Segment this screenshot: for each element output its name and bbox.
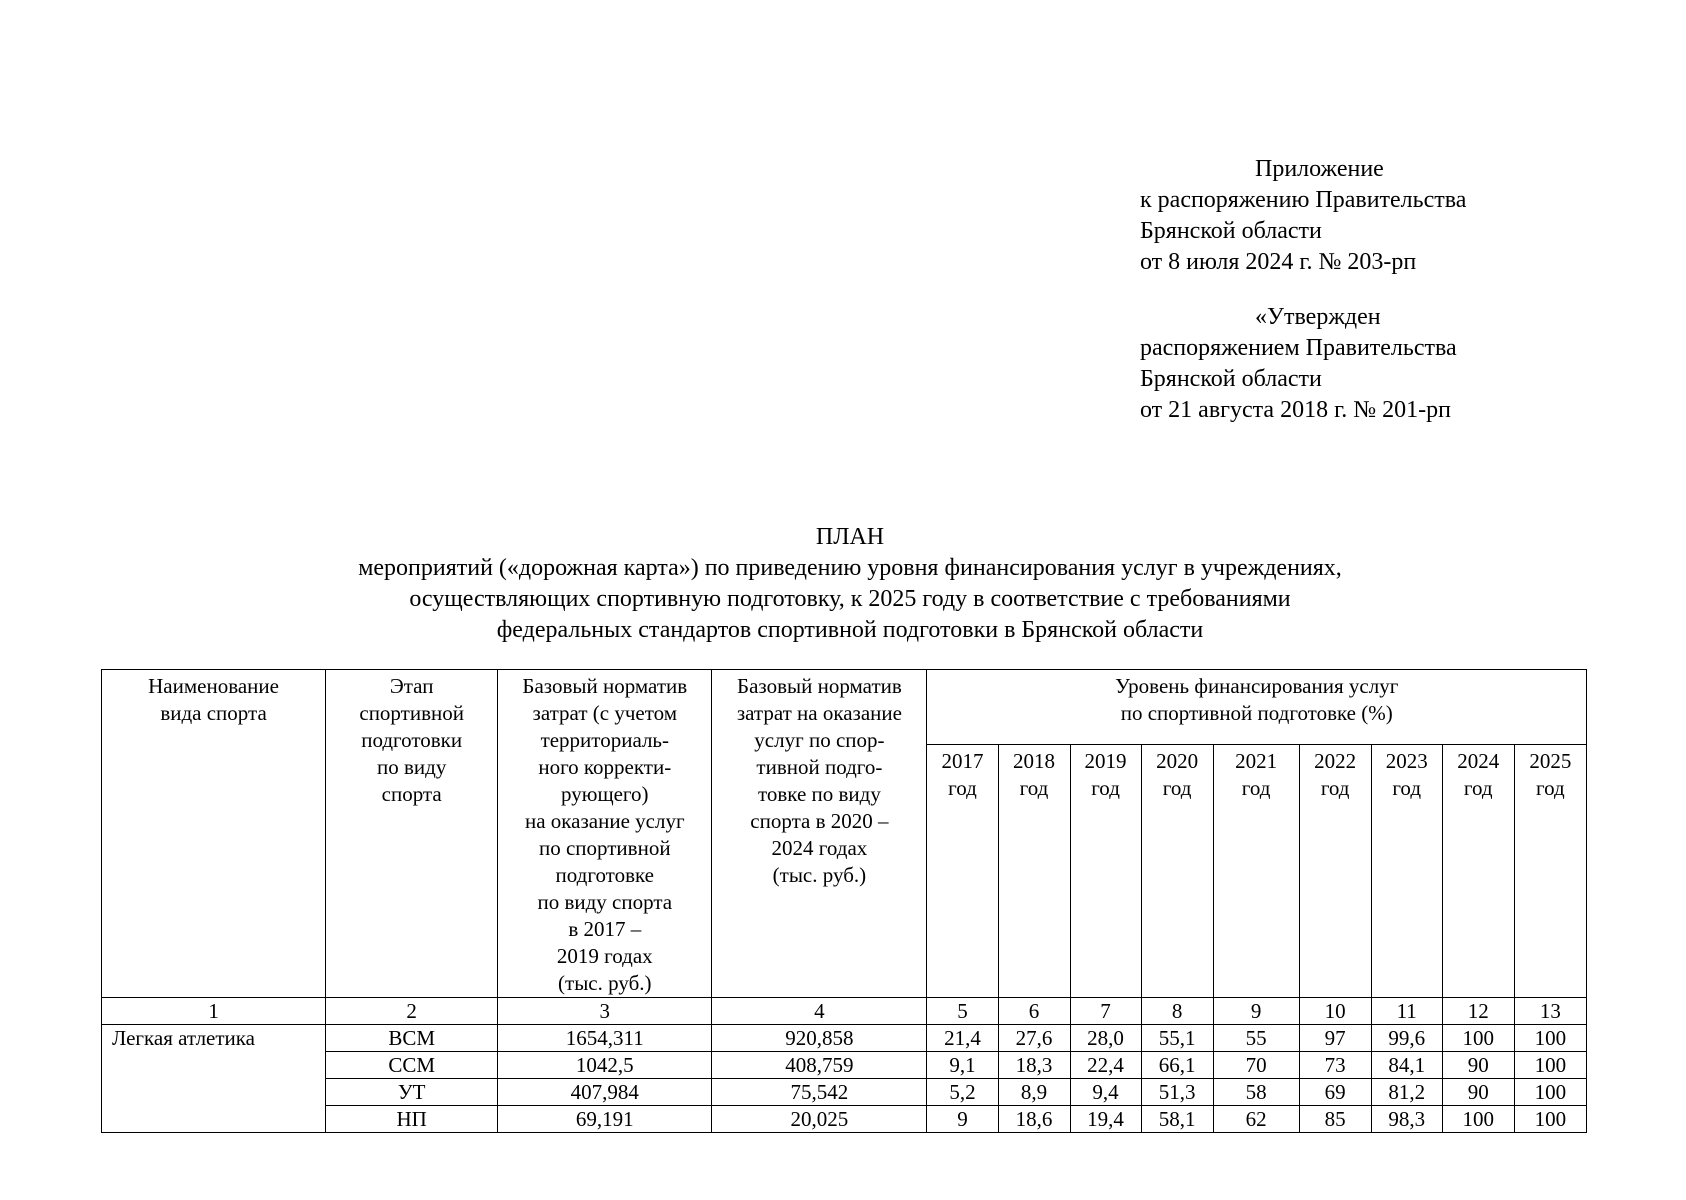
level-cell: 27,6 (998, 1025, 1070, 1052)
appendix-line: от 8 июля 2024 г. № 203-рп (1140, 249, 1417, 275)
title-line: осуществляющих спортивную подготовку, к 2025 году в соответствие с требованиями (409, 586, 1291, 612)
level-cell: 99,6 (1371, 1025, 1442, 1052)
header-year: 2021 год (1213, 745, 1299, 998)
level-cell: 9,1 (927, 1052, 998, 1079)
level-cell: 55 (1213, 1025, 1299, 1052)
level-cell: 100 (1514, 1052, 1586, 1079)
level-cell: 100 (1514, 1106, 1586, 1133)
appendix-line: к распоряжению Правительства (1140, 187, 1467, 213)
title-line: федеральных стандартов спортивной подготовки в Брянской области (496, 617, 1204, 643)
column-number-row (102, 998, 1587, 1025)
stage-cell: УТ (326, 1079, 498, 1106)
level-cell: 97 (1299, 1025, 1371, 1052)
stage-cell: ВСМ (326, 1025, 498, 1052)
column-number: 12 (1442, 998, 1514, 1025)
appendix-block (1140, 154, 1466, 278)
header-base-2020-2024: Базовый норматив затрат на оказание услуг по спор- тивной подго- товке по виду спорта в 2020 – 2024 годах (тыс. руб.) (712, 670, 927, 998)
header-base-2017-2019: Базовый норматив затрат (с учетом территориаль- ного корректи- рующего) на оказание услуг по спортивной подготовке по виду спорта в 2017 – 2019 годах (тыс. руб.) (498, 670, 712, 998)
level-cell: 100 (1514, 1025, 1586, 1052)
level-cell: 9 (927, 1106, 998, 1133)
base-2020-2024-cell: 408,759 (712, 1052, 927, 1079)
base-2017-2019-cell: 407,984 (498, 1079, 712, 1106)
level-cell: 58,1 (1141, 1106, 1213, 1133)
level-cell: 18,3 (998, 1052, 1070, 1079)
level-cell: 100 (1514, 1079, 1586, 1106)
sport-name: Легкая атлетика (102, 1025, 326, 1133)
column-number: 3 (498, 998, 712, 1025)
level-cell: 8,9 (998, 1079, 1070, 1106)
header-funding-level: Уровень финансирования услуг по спортивной подготовке (%) (927, 670, 1587, 745)
level-cell: 100 (1442, 1025, 1514, 1052)
column-number: 5 (927, 998, 998, 1025)
header-year: 2019 год (1070, 745, 1141, 998)
document-title (200, 522, 1500, 646)
column-number: 13 (1514, 998, 1586, 1025)
header-year: 2020 год (1141, 745, 1213, 998)
column-number: 6 (998, 998, 1070, 1025)
header-year: 2023 год (1371, 745, 1442, 998)
stage-cell: НП (326, 1106, 498, 1133)
header-stage: Этап спортивной подготовки по виду спорта (326, 670, 498, 998)
level-cell: 66,1 (1141, 1052, 1213, 1079)
level-cell: 21,4 (927, 1025, 998, 1052)
plan-table (101, 669, 1587, 1133)
level-cell: 5,2 (927, 1079, 998, 1106)
level-cell: 9,4 (1070, 1079, 1141, 1106)
column-number: 8 (1141, 998, 1213, 1025)
level-cell: 73 (1299, 1052, 1371, 1079)
approved-line: «Утвержден (1255, 304, 1381, 330)
level-cell: 85 (1299, 1106, 1371, 1133)
level-cell: 58 (1213, 1079, 1299, 1106)
appendix-line: Брянской области (1140, 218, 1322, 244)
level-cell: 70 (1213, 1052, 1299, 1079)
level-cell: 100 (1442, 1106, 1514, 1133)
title-heading: ПЛАН (815, 524, 885, 550)
column-number: 1 (102, 998, 326, 1025)
approved-block (1140, 302, 1457, 426)
column-number: 4 (712, 998, 927, 1025)
level-cell: 84,1 (1371, 1052, 1442, 1079)
header-year: 2024 год (1442, 745, 1514, 998)
base-2020-2024-cell: 20,025 (712, 1106, 927, 1133)
approved-line: распоряжением Правительства (1140, 335, 1457, 361)
level-cell: 81,2 (1371, 1079, 1442, 1106)
approved-line: от 21 августа 2018 г. № 201-рп (1140, 397, 1451, 423)
header-year: 2025 год (1514, 745, 1586, 998)
header-row (102, 670, 1587, 745)
stage-cell: ССМ (326, 1052, 498, 1079)
table-row (102, 1025, 1587, 1052)
column-number: 2 (326, 998, 498, 1025)
header-year: 2018 год (998, 745, 1070, 998)
header-year: 2017 год (927, 745, 998, 998)
column-number: 11 (1371, 998, 1442, 1025)
level-cell: 90 (1442, 1052, 1514, 1079)
base-2020-2024-cell: 75,542 (712, 1079, 927, 1106)
level-cell: 18,6 (998, 1106, 1070, 1133)
approved-line: Брянской области (1140, 366, 1322, 392)
column-number: 10 (1299, 998, 1371, 1025)
header-sport: Наименование вида спорта (102, 670, 326, 998)
appendix-line: Приложение (1255, 156, 1384, 182)
base-2017-2019-cell: 69,191 (498, 1106, 712, 1133)
level-cell: 55,1 (1141, 1025, 1213, 1052)
level-cell: 51,3 (1141, 1079, 1213, 1106)
title-line: мероприятий («дорожная карта») по приведению уровня финансирования услуг в учреждениях, (358, 555, 1342, 581)
column-number: 9 (1213, 998, 1299, 1025)
level-cell: 62 (1213, 1106, 1299, 1133)
base-2017-2019-cell: 1654,311 (498, 1025, 712, 1052)
header-year: 2022 год (1299, 745, 1371, 998)
level-cell: 19,4 (1070, 1106, 1141, 1133)
base-2020-2024-cell: 920,858 (712, 1025, 927, 1052)
level-cell: 98,3 (1371, 1106, 1442, 1133)
level-cell: 22,4 (1070, 1052, 1141, 1079)
base-2017-2019-cell: 1042,5 (498, 1052, 712, 1079)
level-cell: 90 (1442, 1079, 1514, 1106)
level-cell: 28,0 (1070, 1025, 1141, 1052)
column-number: 7 (1070, 998, 1141, 1025)
level-cell: 69 (1299, 1079, 1371, 1106)
